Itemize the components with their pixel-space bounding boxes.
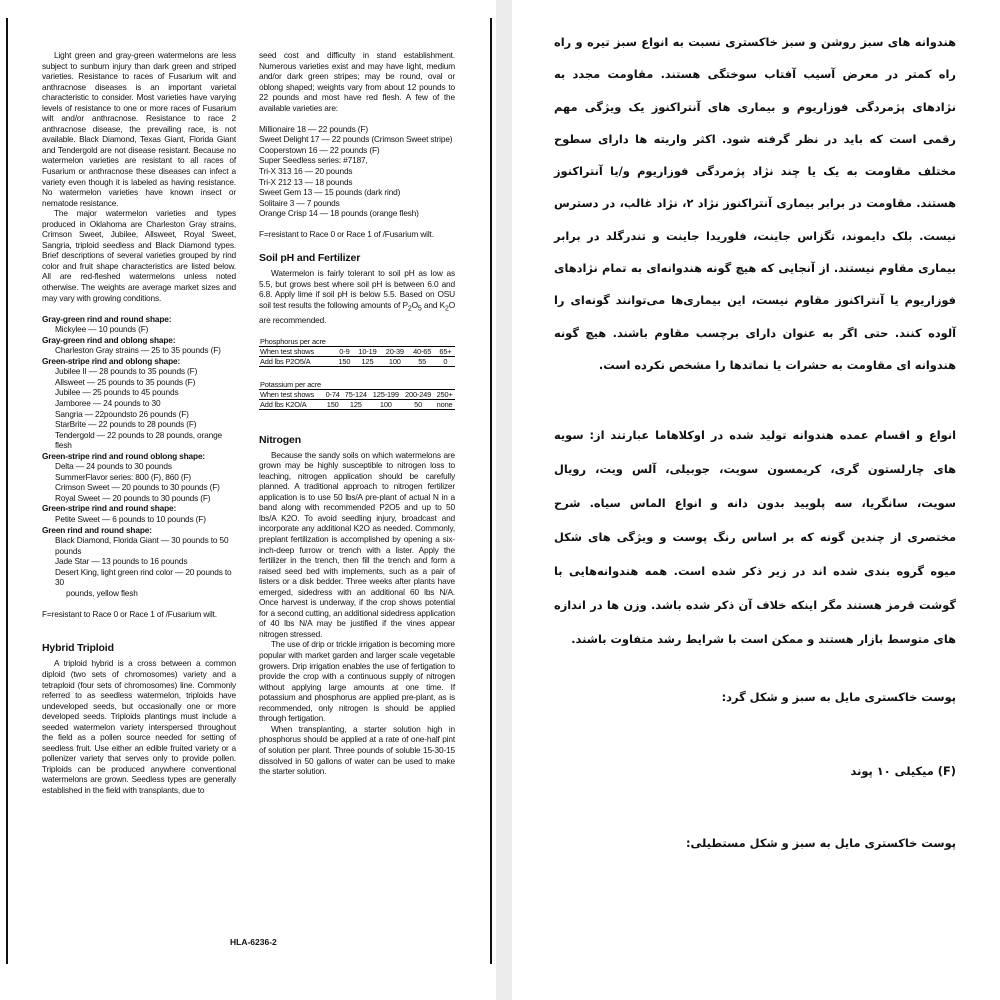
variety-group <box>42 314 236 335</box>
text-column-1 <box>42 50 236 796</box>
group-heading: Green rind and round shape: <box>42 524 152 535</box>
variety-group <box>42 451 236 504</box>
variety-item: StarBrite — 22 pounds to 28 pounds (F) <box>55 419 197 430</box>
group-heading: Green-stripe rind and oblong shape: <box>42 355 181 366</box>
variety-item: Mickylee — 10 pounds (F) <box>55 324 149 335</box>
paragraph-transplant: When transplanting, a starter solution high in phosphorus should be applied at a rate of one-half pint of solution per plant. Three pounds of soluble 15-30-15 dissolved in 50 gallons of water can be used to make the starter solution. <box>259 723 455 777</box>
phosphorus-table <box>259 337 455 367</box>
page-number: HLA-6236-2 <box>230 937 277 947</box>
variety-item: Jubilee — 25 pounds to 45 pounds <box>55 387 179 398</box>
paragraph-nitrogen: Because the sandy soils on which watermelons are grown may be highly susceptible to nitrogen loss to leaching, nitrogen application should be carefully planned. A traditional approach to nitrogen fertilizer application is to use 50 lbs/A pre-plant of actual N in a band along with recommended P2O5 and up to 50 lbs/A K2O. To avoid seedling injury, broadcast and incorporate any additional K2O as needed. Commonly, preplant fertilization is accomplished by opening a six-inch-deep furrow or trench with a lister. Apply the fertilizer in the trench, then fill the trench and form a raised seed bed with implements, such as a pair of listers or a disk bedder. Three weeks after plants have emerged, sidedress with an additional 60 lbs N/A. Once harvest is underway, if the crop shows potential for a second cutting, an additional sidedress application of 40 lbs N/A may be justified if the vines appear nitrogen stressed. <box>259 449 455 639</box>
group-heading: Green-stripe rind and round oblong shape: <box>42 450 206 461</box>
page-border-right <box>490 18 492 964</box>
variety-item: Crimson Sweet — 20 pounds to 30 pounds (F) <box>55 482 220 493</box>
paragraph-varieties: The major watermelon varieties and types produced in Oklahoma are Charleston Gray strains, Crimson Sweet, Jubilee, Allsweet, Royal Sweet, Sangria, triploid seedless and Black Diamond types. Brief descriptions of several varieties grouped by rind color and fruit shape characteristics are listed below. All are red-fleshed watermelons unless noted otherwise. The weights are average market sizes and may vary with growing conditions. <box>42 208 236 303</box>
triploid-list <box>259 124 455 219</box>
footnote: F=resistant to Race 0 or Race 1 of /Fusarium wilt. <box>42 608 217 619</box>
footnote: F=resistant to Race 0 or Race 1 of /Fusarium wilt. <box>259 229 434 240</box>
variety-item: Jamboree — 24 pounds to 30 <box>55 398 161 408</box>
variety-group <box>42 503 236 524</box>
group-heading: Gray-green rind and oblong shape: <box>42 334 176 345</box>
section-heading-nitrogen: Nitrogen <box>259 433 301 446</box>
variety-item: Sweet Delight 17 — 22 pounds (Crimson Sweet stripe) <box>259 134 453 145</box>
variety-item: Black Diamond, Florida Giant — 30 pounds to 50 pounds <box>55 535 229 556</box>
paragraph-soil: Watermelon is fairly tolerant to soil pH as low as 5.5, but grows best where soil pH is between 6.0 and 6.8. Apply lime if soil pH is below 5.5. Based on OSU soil test results the following amounts of $P_2O_5$ and $K_2O$ are recommended. <box>259 268 455 326</box>
variety-item: Sweet Gem 13 — 15 pounds (dark rind) <box>259 187 401 198</box>
paragraph-hybrid: A triploid hybrid is a cross between a common diploid (two sets of chromosomes) variety and a tetraploid (four sets of chromosomes) line. Commonly referred to as seedless watermelon, triploids have undeveloped seeds, but occasionally one or more developed seeds. Triploids plantings must include a seeded watermelon variety interspersed throughout the field as a pollen source needed for setting of seedless fruit. Use either an edible fruited variety or a pollenizer variety that serves only to provide pollen. Triploids can be produced anywhere conventional watermelons are grown. Seedless types are generally established in the field with transplants, due to <box>42 658 236 795</box>
variety-item: Charleston Gray strains — 25 to 35 pounds (F) <box>55 345 221 356</box>
paragraph-seedless: seed cost and difficulty in stand establishment. Numerous varieties exist and may have light, medium and/or dark green stripes; may be round, oval or oblong shaped; weights vary from about 12 pounds to 22 pounds and most have red flesh. A few of the available varieties are: <box>259 50 455 113</box>
variety-item-continued: pounds, yellow flesh <box>66 587 138 598</box>
variety-item: Super Seedless series: #7187, <box>259 155 368 166</box>
table-caption: Phosphorus per acre <box>259 337 455 347</box>
potassium-table <box>259 380 455 410</box>
table-row: When test shows 0-9 10-19 20-39 40-65 65+ <box>259 347 455 357</box>
persian-paragraph-resistance: هندوانه های سبز روشن و سبز خاکستری نسبت به انواع سبز تیره و راه راه کمتر در معرض آسیب آفتاب سوختگی هستند. مقاومت مجدد به نژادهای پژمردگی فوزاریوم و بیماری های آنتراکنوز یک ویژگی مهم رقمی است که باید در نظر گرفته شود. اکثر واریته ها دارای سطوح مختلف مقاومت به یک یا چند نژاد پژمردگی فوزاریوم و/یا آنتراکنوز هستند. مقاومت در برابر بیماری آنتراکنوز نژاد ۲، نژاد غالب، در دسترس نیست. بلک دایموند، تگزاس جاینت، فلوریدا جاینت و تندرگلد در برابر بیماری مقاوم نیستند. از آنجایی که هیچ گونه هندوانه‌ای به تمام نژادهای فوزاریوم یا آنتراکنوز مقاوم نیست، این بیماری‌ها می‌توانند گونه‌ای را آلوده کنند. حتی اگر به عنوان دارای برچسب مقاوم باشند. هیچ گونه هندوانه ای مقاومت به حشرات یا نماتدها را مشخص نکرده است. <box>554 35 956 372</box>
persian-paragraph-varieties: انواع و اقسام عمده هندوانه تولید شده در اوکلاهاما عبارتند از: سویه های چارلستون گری، کریمسون سویت، جوبیلی، آلس ویت، رویال سویت، سانگریا، سه پلویید بدون دانه و انواع الماس سیاه. شرح مختصری از چندین گونه که بر اساس رنگ پوست و ویژگی های شکل میوه گروه بندی شده اند در زیر ذکر شده است. همه هندوانه‌هایی با گوشت قرمز هستند مگر اینکه خلاف آن ذکر شده باشد. وزن ها در اندازه های متوسط بازار هستند و ممکن است با شرایط رشد متفاوت باشند. <box>554 428 956 646</box>
page-border-left <box>6 18 8 964</box>
paragraph-drip: The use of drip or trickle irrigation is becoming more popular with market garden and larger scale vegetable growers. Drip irrigation enables the use of fertigation to provide the crop with a continuous supply of nitrogen without applying large amounts at one time. If potassium and phosphorus are applied pre-plant, as is recommended, only nitrogen is should be applied through fertigation. <box>259 639 455 724</box>
text-column-2 <box>259 50 455 777</box>
group-heading: Green-stripe rind and round shape: <box>42 503 177 514</box>
persian-group-heading: پوست خاکستری مایل به سبز و شکل گرد: <box>721 690 956 704</box>
variety-item: Jubilee II — 28 pounds to 35 pounds (F) <box>55 366 198 377</box>
table-row: When test shows 0-74 75-124 125-199 200-249 250+ <box>259 389 455 399</box>
variety-item: Petite Sweet — 6 pounds to 10 pounds (F) <box>55 514 206 525</box>
variety-item: Delta — 24 pounds to 30 pounds <box>55 461 172 472</box>
section-heading-hybrid: Hybrid Triploid <box>42 642 114 655</box>
english-page <box>0 0 496 1000</box>
persian-variety-item: (F) میکیلی ۱۰ پوند <box>850 764 956 778</box>
variety-item: Tri-X 212 13 — 18 pounds <box>259 176 353 187</box>
variety-item: Sangria — 22poundsto 26 pounds (F) <box>55 408 189 419</box>
variety-item: Millionaire 18 — 22 pounds (F) <box>259 123 368 134</box>
variety-item: Royal Sweet — 20 pounds to 30 pounds (F) <box>55 492 211 503</box>
table-row: Add lbs P2O5/A 150 125 100 55 0 <box>259 357 455 367</box>
variety-group <box>42 335 236 356</box>
persian-group-heading: پوست خاکستری مایل به سبز و شکل مستطیلی: <box>685 836 956 850</box>
group-heading: Gray-green rind and round shape: <box>42 313 172 324</box>
section-heading-soil: Soil pH and Fertilizer <box>259 252 361 265</box>
variety-item: Jade Star — 13 pounds to 16 pounds <box>55 556 188 567</box>
variety-item: Desert King, light green rind color — 20 pounds to 30 <box>55 566 232 588</box>
variety-item: Orange Crisp 14 — 18 pounds (orange flesh) <box>259 208 419 219</box>
variety-item: SummerFlavor series: 800 (F), 860 (F) <box>55 471 191 482</box>
variety-item: Cooperstown 16 — 22 pounds (F) <box>259 144 380 155</box>
variety-item: Solitaire 3 — 7 pounds <box>259 197 340 208</box>
variety-item: Tendergold — 22 pounds to 28 pounds, orange flesh <box>55 429 222 451</box>
variety-group <box>42 525 236 599</box>
table-caption: Potassium per acre <box>259 380 455 390</box>
variety-group <box>42 356 236 451</box>
table-row: Add lbs K2O/A 150 125 100 50 none <box>259 399 455 409</box>
variety-item: Tri-X 313 16 — 20 pounds <box>259 165 353 176</box>
variety-item: Allsweet — 25 pounds to 35 pounds (F) <box>55 376 196 387</box>
paragraph-sunburn: Light green and gray-green watermelons are less subject to sunburn injury than dark green and striped varieties. Resistance to races of Fusarium wilt and anthracnose diseases is an important varietal characteristic to consider. Most varieties have varying levels of resistance to one or more races of Fusarium wilt and/or anthracnose. Resistance to race 2 anthracnose disease, the prevailing race, is not available. Black Diamond, Texas Giant, Florida Giant and Tendergold are not disease resistant. Because no watermelon varieties are resistant to all races of Fusarium or anthracnose these diseases can infect a variety even though it is labeled as having resistance. No watermelon varieties have known insect or nematode resistance. <box>42 50 236 208</box>
